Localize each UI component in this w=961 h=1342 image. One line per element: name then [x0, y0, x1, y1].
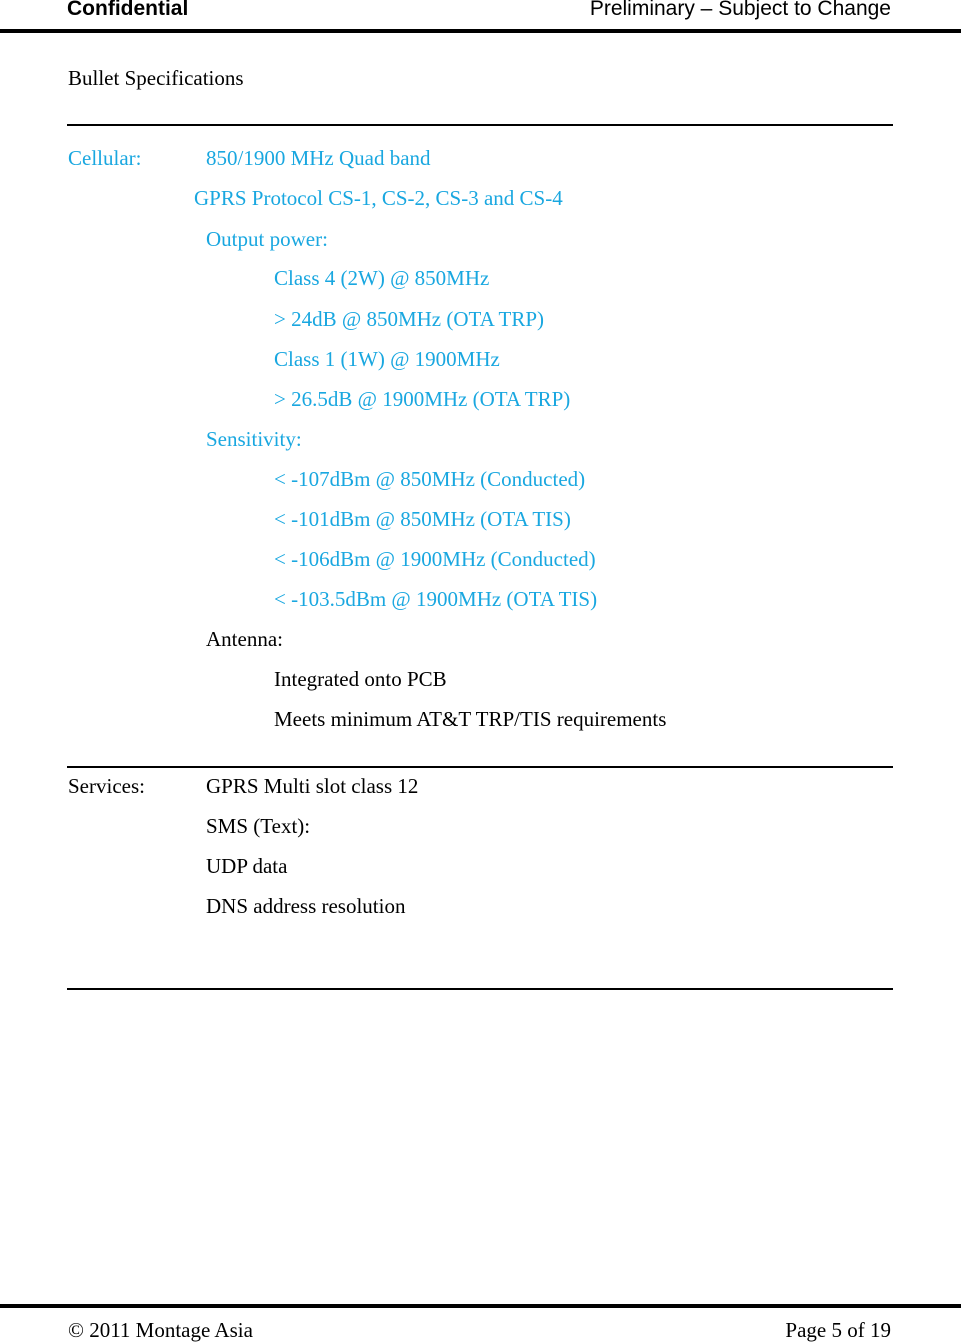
cellular-gprs-protocol: GPRS Protocol CS-1, CS-2, CS-3 and CS-4: [194, 186, 563, 210]
output-power-item: Class 4 (2W) @ 850MHz: [274, 266, 490, 290]
output-power-item: Class 1 (1W) @ 1900MHz: [274, 347, 500, 371]
output-power-item: > 26.5dB @ 1900MHz (OTA TRP): [274, 387, 571, 411]
header-preliminary: Preliminary – Subject to Change: [589, 0, 891, 20]
footer-copyright: © 2011 Montage Asia: [68, 1318, 253, 1342]
header-rule: [0, 29, 961, 33]
sensitivity-item: < -101dBm @ 850MHz (OTA TIS): [274, 507, 571, 531]
services-label: Services:: [68, 774, 145, 798]
sensitivity-label: Sensitivity:: [206, 427, 302, 451]
antenna-item: Integrated onto PCB: [274, 667, 447, 691]
divider-bottom: [67, 988, 893, 990]
cellular-label: Cellular:: [68, 146, 142, 170]
divider-middle: [67, 766, 893, 768]
footer-rule: [0, 1304, 961, 1308]
divider-top: [67, 124, 893, 126]
sensitivity-item: < -107dBm @ 850MHz (Conducted): [274, 467, 586, 491]
header-confidential: Confidential: [67, 0, 189, 20]
section-title: Bullet Specifications: [68, 66, 244, 90]
sensitivity-item: < -103.5dBm @ 1900MHz (OTA TIS): [274, 587, 598, 611]
antenna-label: Antenna:: [206, 627, 283, 651]
services-item: SMS (Text):: [206, 814, 311, 838]
services-item: GPRS Multi slot class 12: [206, 774, 419, 798]
sensitivity-item: < -106dBm @ 1900MHz (Conducted): [274, 547, 596, 571]
cellular-band: 850/1900 MHz Quad band: [206, 146, 431, 170]
output-power-label: Output power:: [206, 227, 328, 251]
services-item: UDP data: [206, 854, 288, 878]
antenna-item: Meets minimum AT&T TRP/TIS requirements: [274, 707, 667, 731]
footer-page-number: Page 5 of 19: [785, 1318, 891, 1342]
output-power-item: > 24dB @ 850MHz (OTA TRP): [274, 307, 545, 331]
services-item: DNS address resolution: [206, 894, 406, 918]
